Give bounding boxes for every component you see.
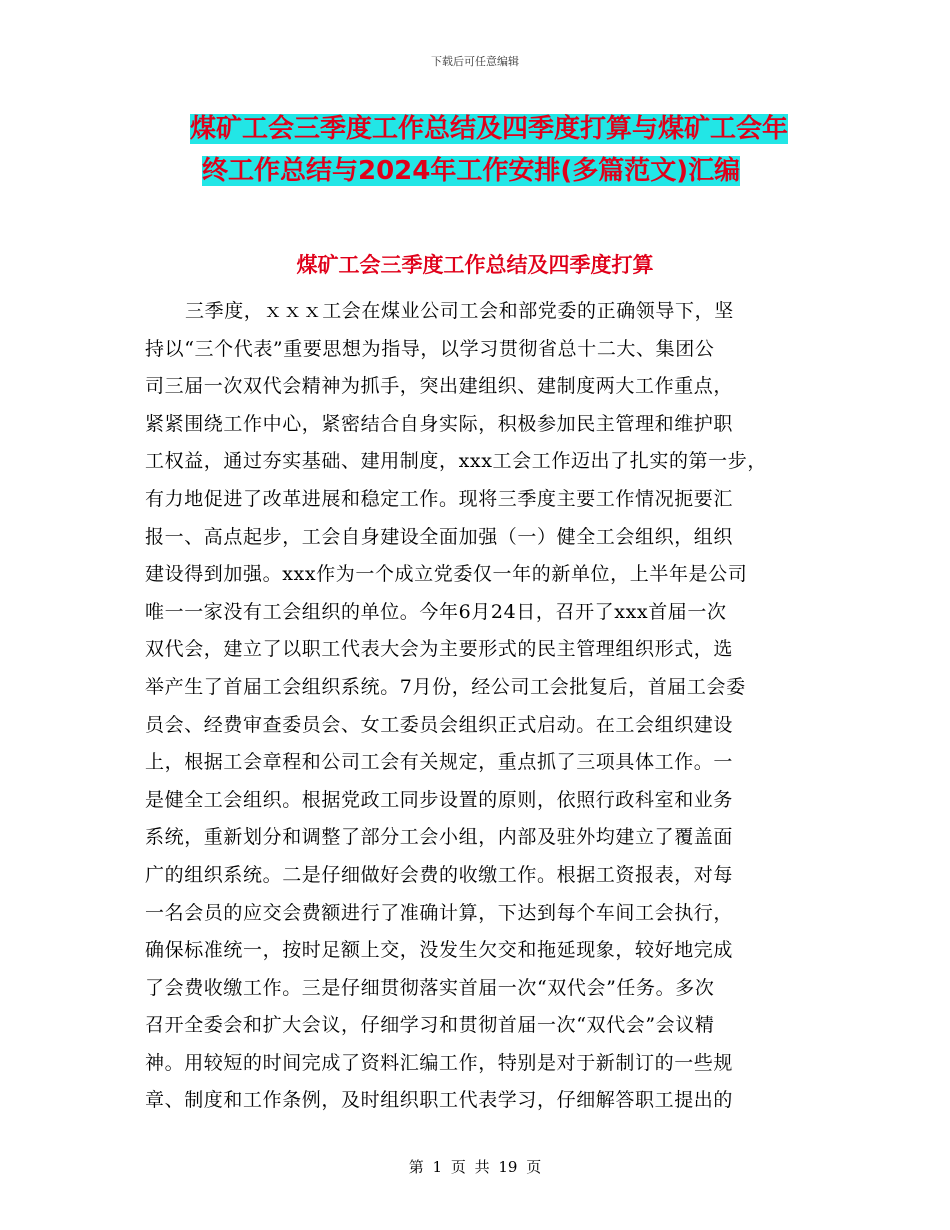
header-note: 下载后可任意编辑 [431,55,519,68]
body-line: 三季度，ｘｘｘ工会在煤业公司工会和部党委的正确领导下，坚 [185,300,734,322]
body-line: 唯一一家没有工会组织的单位。今年6月24日，召开了xxx首届一次 [145,600,727,623]
body-line: 司三届一次双代会精神为抓手，突出建组织、建制度两大工作重点， [145,375,734,398]
body-line: 双代会，建立了以职工代表大会为主要形式的民主管理组织形式，选 [145,638,734,661]
body-line: 持以“三个代表”重要思想为指导，以学习贯彻省总十二大、集团公 [145,337,715,360]
body-line: 上，根据工会章程和公司工会有关规定，重点抓了三项具体工作。一 [145,751,734,774]
body-line: 紧紧围绕工作中心，紧密结合自身实际，积极参加民主管理和维护职 [145,412,734,435]
body-line: 员会、经费审查委员会、女工委员会组织正式启动。在工会组织建设 [145,713,734,736]
document-title-line-2: 终工作总结与2024年工作安排(多篇范文)汇编 [202,156,741,186]
body-line: 神。用较短的时间完成了资料汇编工作，特别是对于新制订的一些规 [145,1051,734,1074]
body-line: 举产生了首届工会组织系统。7月份，经公司工会批复后，首届工会委 [145,675,746,698]
body-line: 召开全委会和扩大会议，仔细学习和贯彻首届一次“双代会”会议精 [145,1014,715,1037]
body-text [145,293,835,1120]
body-line: 建设得到加强。xxx作为一个成立党委仅一年的新单位，上半年是公司 [145,563,748,586]
document-title [190,108,830,192]
body-line: 了会费收缴工作。三是仔细贯彻落实首届一次“双代会”任务。多次 [145,976,715,999]
body-line: 报一、高点起步，工会自身建设全面加强（一）健全工会组织，组织 [145,525,734,548]
body-line: 一名会员的应交会费额进行了准确计算，下达到每个车间工会执行， [145,901,734,924]
body-line: 确保标准统一，按时足额上交，没发生欠交和拖延现象，较好地完成 [145,939,734,962]
body-line: 广的组织系统。二是仔细做好会费的收缴工作。根据工资报表，对每 [145,863,734,886]
body-line: 工权益，通过夯实基础、建用制度，xxx工会工作迈出了扎实的第一步， [145,450,767,473]
page-footer: 第 1 页 共 19 页 [408,1158,542,1176]
body-line: 有力地促进了改革进展和稳定工作。现将三季度主要工作情况扼要汇 [145,487,734,510]
body-line: 是健全工会组织。根据党政工同步设置的原则，依照行政科室和业务 [145,788,734,811]
document-title-line-1: 煤矿工会三季度工作总结及四季度打算与煤矿工会年 [190,114,789,144]
section-title: 煤矿工会三季度工作总结及四季度打算 [296,253,654,277]
body-line: 系统，重新划分和调整了部分工会小组，内部及驻外均建立了覆盖面 [145,826,734,849]
body-line: 章、制度和工作条例，及时组织职工代表学习，仔细解答职工提出的 [145,1089,734,1112]
